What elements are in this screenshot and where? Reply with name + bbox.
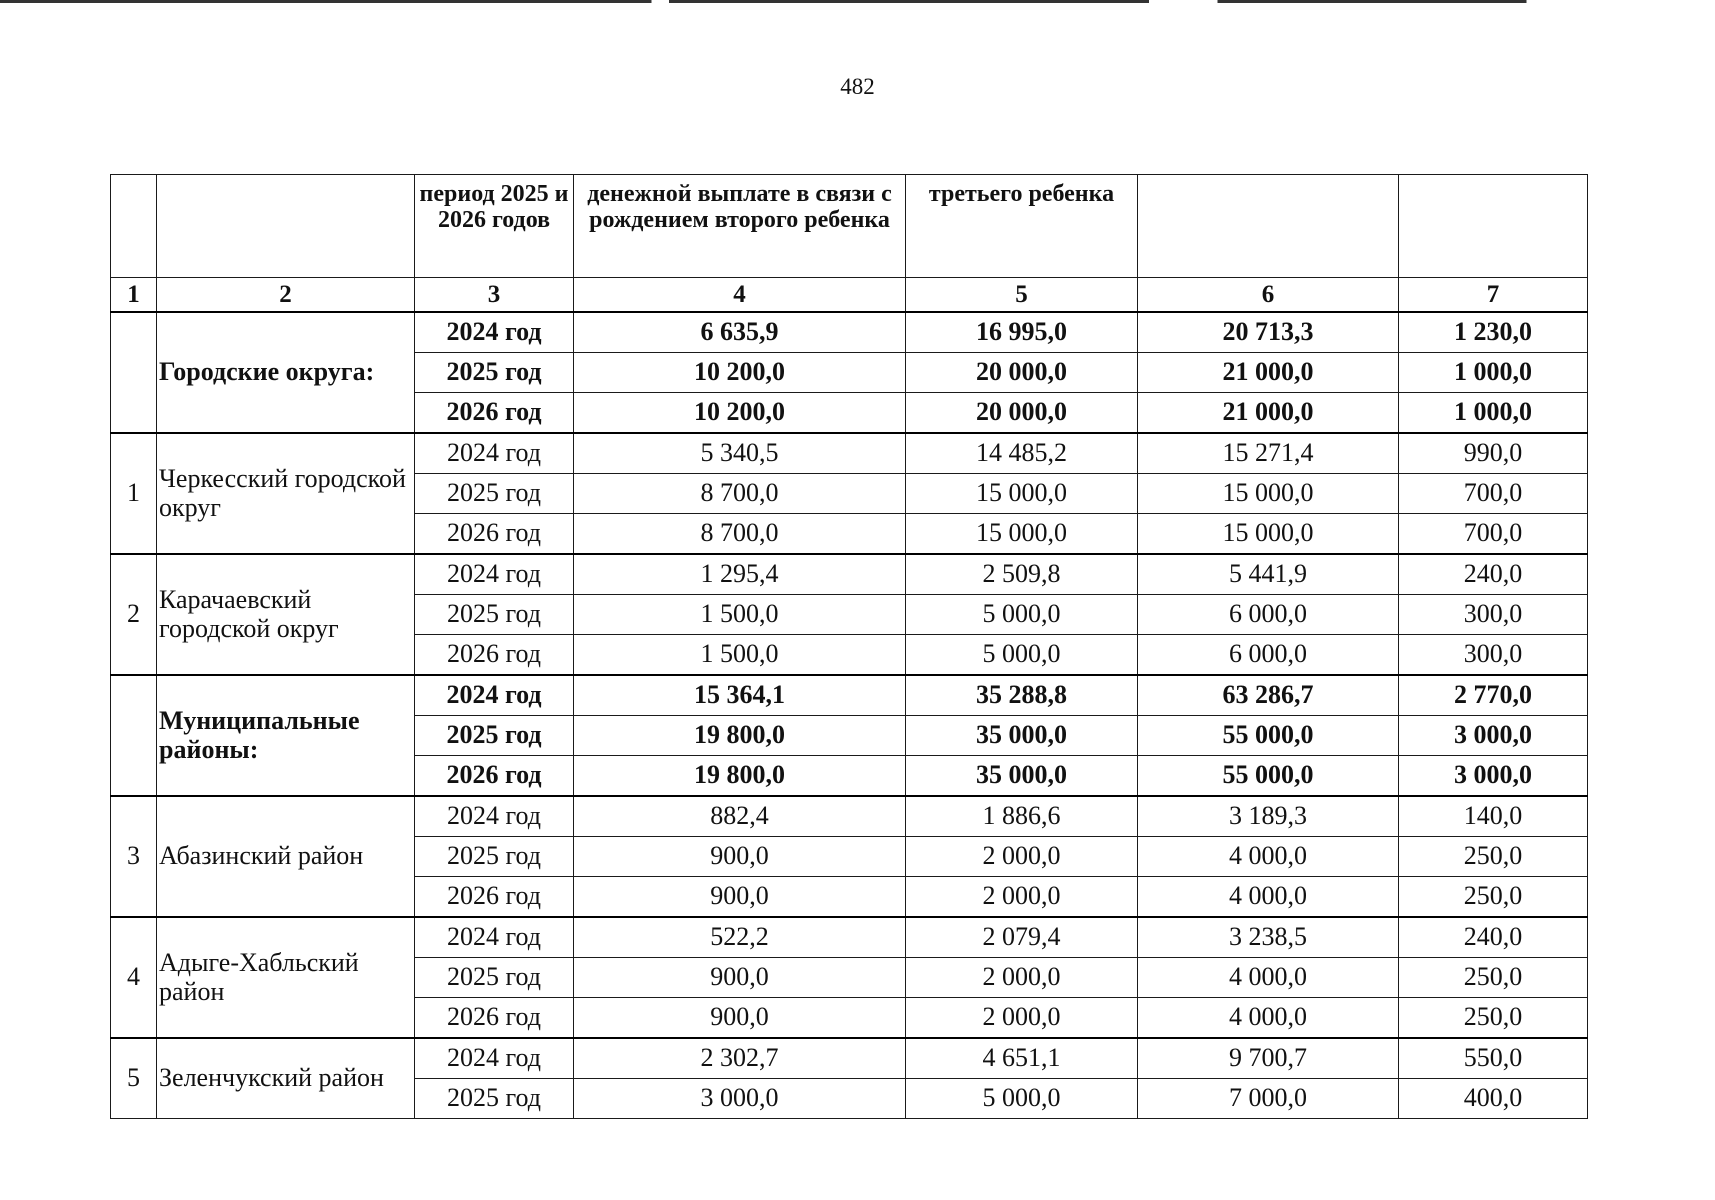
value-cell: 15 271,4 (1138, 433, 1399, 474)
value-cell: 4 000,0 (1138, 877, 1399, 918)
value-cell: 5 000,0 (906, 1079, 1138, 1119)
value-cell: 3 238,5 (1138, 917, 1399, 958)
year-cell: 2024 год (415, 312, 574, 353)
page-number: 482 (840, 74, 875, 99)
year-cell: 2026 год (415, 514, 574, 555)
budget-table (110, 174, 1588, 1119)
year-cell: 2024 год (415, 675, 574, 716)
value-cell: 15 000,0 (1138, 514, 1399, 555)
year-cell: 2025 год (415, 837, 574, 877)
value-cell: 1 500,0 (574, 595, 906, 635)
header-cell-2 (157, 175, 415, 278)
territory-name: Карачаевский городской округ (157, 554, 415, 675)
value-cell: 700,0 (1399, 474, 1588, 514)
header-cell-period: период 2025 и 2026 годов (415, 175, 574, 278)
territory-name: Абазинский район (157, 796, 415, 917)
territory-name: Зеленчукский район (157, 1038, 415, 1119)
value-cell: 35 000,0 (906, 716, 1138, 756)
value-cell: 5 000,0 (906, 595, 1138, 635)
row-number: 4 (111, 917, 157, 1038)
table-row (111, 675, 1588, 716)
value-cell: 2 000,0 (906, 958, 1138, 998)
table-row (111, 796, 1588, 837)
value-cell: 6 000,0 (1138, 635, 1399, 676)
territory-name: Адыге-Хабльский район (157, 917, 415, 1038)
value-cell: 1 500,0 (574, 635, 906, 676)
column-number: 7 (1399, 278, 1588, 313)
row-number: 2 (111, 554, 157, 675)
value-cell: 63 286,7 (1138, 675, 1399, 716)
territory-name: Черкесский городской округ (157, 433, 415, 554)
column-number-row (111, 278, 1588, 313)
territory-name: Муниципальные районы: (157, 675, 415, 796)
header-cell-third-child: третьего ребенка (906, 175, 1138, 278)
value-cell: 55 000,0 (1138, 716, 1399, 756)
value-cell: 55 000,0 (1138, 756, 1399, 797)
value-cell: 1 000,0 (1399, 393, 1588, 434)
value-cell: 900,0 (574, 877, 906, 918)
column-number: 2 (157, 278, 415, 313)
value-cell: 4 000,0 (1138, 837, 1399, 877)
header-cell-6 (1138, 175, 1399, 278)
value-cell: 16 995,0 (906, 312, 1138, 353)
value-cell: 8 700,0 (574, 474, 906, 514)
value-cell: 3 000,0 (1399, 756, 1588, 797)
year-cell: 2026 год (415, 756, 574, 797)
column-number: 3 (415, 278, 574, 313)
value-cell: 5 441,9 (1138, 554, 1399, 595)
value-cell: 900,0 (574, 837, 906, 877)
value-cell: 522,2 (574, 917, 906, 958)
value-cell: 6 635,9 (574, 312, 906, 353)
row-number (111, 675, 157, 796)
year-cell: 2025 год (415, 595, 574, 635)
year-cell: 2025 год (415, 958, 574, 998)
value-cell: 1 000,0 (1399, 353, 1588, 393)
year-cell: 2024 год (415, 554, 574, 595)
value-cell: 19 800,0 (574, 716, 906, 756)
value-cell: 6 000,0 (1138, 595, 1399, 635)
value-cell: 882,4 (574, 796, 906, 837)
year-cell: 2024 год (415, 433, 574, 474)
year-cell: 2025 год (415, 474, 574, 514)
value-cell: 14 485,2 (906, 433, 1138, 474)
value-cell: 21 000,0 (1138, 353, 1399, 393)
value-cell: 900,0 (574, 958, 906, 998)
value-cell: 15 364,1 (574, 675, 906, 716)
value-cell: 10 200,0 (574, 353, 906, 393)
value-cell: 240,0 (1399, 917, 1588, 958)
table-row (111, 554, 1588, 595)
value-cell: 2 000,0 (906, 877, 1138, 918)
value-cell: 240,0 (1399, 554, 1588, 595)
value-cell: 140,0 (1399, 796, 1588, 837)
column-number: 5 (906, 278, 1138, 313)
scan-edge (0, 0, 1715, 3)
value-cell: 15 000,0 (906, 474, 1138, 514)
value-cell: 5 000,0 (906, 635, 1138, 676)
value-cell: 35 000,0 (906, 756, 1138, 797)
column-number: 4 (574, 278, 906, 313)
table-row (111, 433, 1588, 474)
territory-name: Городские округа: (157, 312, 415, 433)
value-cell: 1 295,4 (574, 554, 906, 595)
value-cell: 10 200,0 (574, 393, 906, 434)
year-cell: 2025 год (415, 1079, 574, 1119)
row-number (111, 312, 157, 433)
value-cell: 700,0 (1399, 514, 1588, 555)
value-cell: 3 000,0 (574, 1079, 906, 1119)
value-cell: 300,0 (1399, 595, 1588, 635)
header-cell-1 (111, 175, 157, 278)
value-cell: 2 770,0 (1399, 675, 1588, 716)
header-cell-7 (1399, 175, 1588, 278)
value-cell: 990,0 (1399, 433, 1588, 474)
value-cell: 2 000,0 (906, 837, 1138, 877)
year-cell: 2024 год (415, 1038, 574, 1079)
value-cell: 4 000,0 (1138, 998, 1399, 1039)
row-number: 3 (111, 796, 157, 917)
value-cell: 21 000,0 (1138, 393, 1399, 434)
year-cell: 2025 год (415, 353, 574, 393)
value-cell: 15 000,0 (906, 514, 1138, 555)
header-cell-second-child: денежной выплате в связи с рождением второго ребенка (574, 175, 906, 278)
value-cell: 7 000,0 (1138, 1079, 1399, 1119)
value-cell: 1 230,0 (1399, 312, 1588, 353)
value-cell: 3 189,3 (1138, 796, 1399, 837)
value-cell: 2 000,0 (906, 998, 1138, 1039)
year-cell: 2024 год (415, 917, 574, 958)
value-cell: 2 302,7 (574, 1038, 906, 1079)
value-cell: 35 288,8 (906, 675, 1138, 716)
value-cell: 5 340,5 (574, 433, 906, 474)
value-cell: 250,0 (1399, 837, 1588, 877)
value-cell: 400,0 (1399, 1079, 1588, 1119)
value-cell: 15 000,0 (1138, 474, 1399, 514)
value-cell: 550,0 (1399, 1038, 1588, 1079)
value-cell: 300,0 (1399, 635, 1588, 676)
value-cell: 20 000,0 (906, 393, 1138, 434)
value-cell: 20 000,0 (906, 353, 1138, 393)
row-number: 5 (111, 1038, 157, 1119)
value-cell: 900,0 (574, 998, 906, 1039)
value-cell: 2 079,4 (906, 917, 1138, 958)
table-row (111, 1038, 1588, 1079)
value-cell: 20 713,3 (1138, 312, 1399, 353)
column-number: 1 (111, 278, 157, 313)
column-number: 6 (1138, 278, 1399, 313)
value-cell: 8 700,0 (574, 514, 906, 555)
value-cell: 1 886,6 (906, 796, 1138, 837)
value-cell: 19 800,0 (574, 756, 906, 797)
year-cell: 2026 год (415, 998, 574, 1039)
value-cell: 250,0 (1399, 998, 1588, 1039)
value-cell: 9 700,7 (1138, 1038, 1399, 1079)
year-cell: 2026 год (415, 877, 574, 918)
year-cell: 2026 год (415, 393, 574, 434)
table-row (111, 312, 1588, 353)
header-row (111, 175, 1588, 278)
value-cell: 250,0 (1399, 877, 1588, 918)
row-number: 1 (111, 433, 157, 554)
year-cell: 2025 год (415, 716, 574, 756)
value-cell: 2 509,8 (906, 554, 1138, 595)
value-cell: 4 651,1 (906, 1038, 1138, 1079)
value-cell: 4 000,0 (1138, 958, 1399, 998)
year-cell: 2026 год (415, 635, 574, 676)
value-cell: 250,0 (1399, 958, 1588, 998)
year-cell: 2024 год (415, 796, 574, 837)
value-cell: 3 000,0 (1399, 716, 1588, 756)
table-row (111, 917, 1588, 958)
